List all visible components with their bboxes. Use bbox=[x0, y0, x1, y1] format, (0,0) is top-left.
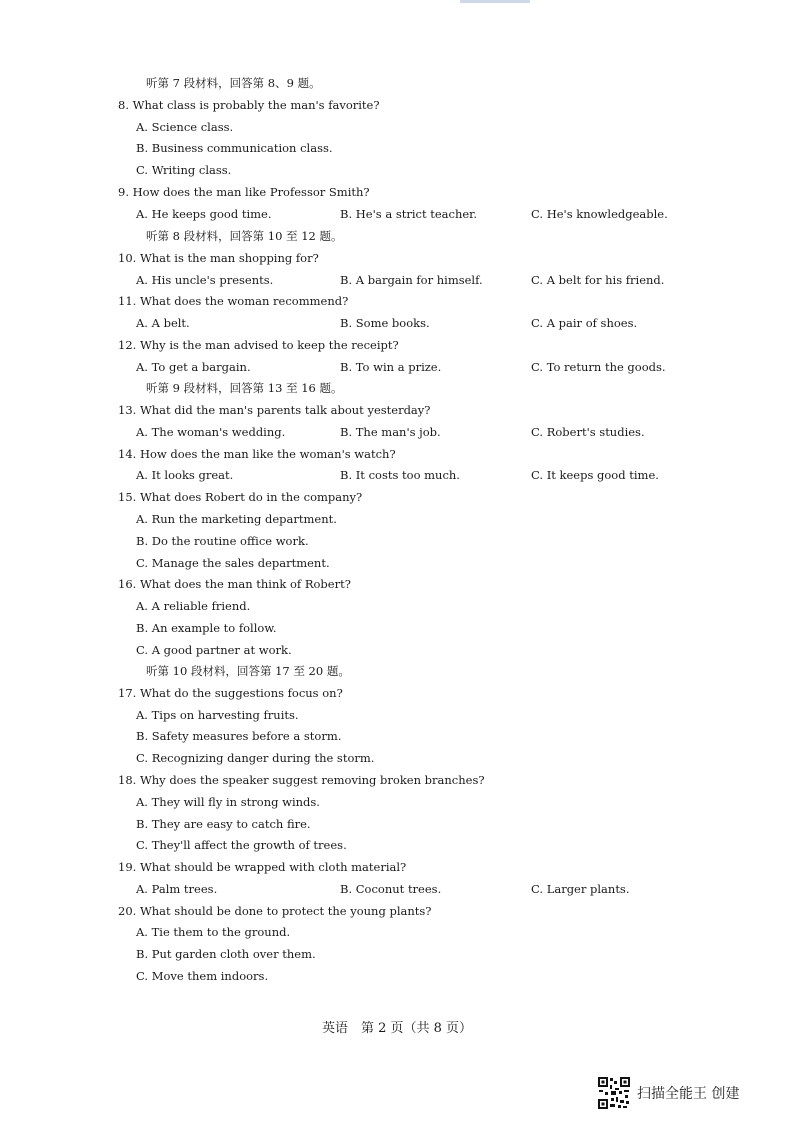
q18-option-c: C. They'll affect the growth of trees. bbox=[136, 838, 347, 852]
top-edge-mark bbox=[460, 0, 530, 3]
q20-option-c: C. Move them indoors. bbox=[136, 969, 269, 983]
q9-option-b: B. He's a strict teacher. bbox=[340, 207, 478, 221]
q8-option-c: C. Writing class. bbox=[136, 163, 232, 177]
question-11: 11. What does the woman recommend? bbox=[118, 294, 349, 308]
q18-option-b: B. They are easy to catch fire. bbox=[136, 817, 311, 831]
q8-option-b: B. Business communication class. bbox=[136, 141, 333, 155]
scanner-watermark-text: 扫描全能王 创建 bbox=[637, 1086, 740, 1102]
q19-option-c: C. Larger plants. bbox=[531, 882, 630, 896]
q16-option-b: B. An example to follow. bbox=[136, 621, 277, 635]
question-15: 15. What does Robert do in the company? bbox=[118, 490, 363, 504]
section-caption: 听第 10 段材料，回答第 17 至 20 题。 bbox=[146, 664, 350, 678]
q11-option-a: A. A belt. bbox=[136, 316, 190, 330]
q9-option-c: C. He's knowledgeable. bbox=[531, 207, 668, 221]
q10-option-b: B. A bargain for himself. bbox=[340, 273, 483, 287]
q13-option-b: B. The man's job. bbox=[340, 425, 441, 439]
q14-option-a: A. It looks great. bbox=[136, 468, 234, 482]
question-13: 13. What did the man's parents talk about yesterday? bbox=[118, 403, 431, 417]
question-18: 18. Why does the speaker suggest removing broken branches? bbox=[118, 773, 485, 787]
q16-option-c: C. A good partner at work. bbox=[136, 643, 292, 657]
q17-option-c: C. Recognizing danger during the storm. bbox=[136, 751, 375, 765]
scanner-watermark bbox=[597, 1076, 739, 1110]
section-caption: 听第 9 段材料，回答第 13 至 16 题。 bbox=[146, 381, 343, 395]
q12-option-a: A. To get a bargain. bbox=[136, 360, 251, 374]
q15-option-c: C. Manage the sales department. bbox=[136, 556, 330, 570]
q13-option-c: C. Robert's studies. bbox=[531, 425, 645, 439]
question-12: 12. Why is the man advised to keep the receipt? bbox=[118, 338, 399, 352]
question-9: 9. How does the man like Professor Smith? bbox=[118, 185, 370, 199]
q11-option-c: C. A pair of shoes. bbox=[531, 316, 638, 330]
q11-option-b: B. Some books. bbox=[340, 316, 430, 330]
q19-option-a: A. Palm trees. bbox=[136, 882, 218, 896]
question-19: 19. What should be wrapped with cloth material? bbox=[118, 860, 407, 874]
q15-option-a: A. Run the marketing department. bbox=[136, 512, 337, 526]
q17-option-b: B. Safety measures before a storm. bbox=[136, 729, 342, 743]
q19-option-b: B. Coconut trees. bbox=[340, 882, 442, 896]
q13-option-a: A. The woman's wedding. bbox=[136, 425, 286, 439]
q9-option-a: A. He keeps good time. bbox=[136, 207, 272, 221]
q12-option-c: C. To return the goods. bbox=[531, 360, 666, 374]
q18-option-a: A. They will fly in strong winds. bbox=[136, 795, 320, 809]
section-caption: 听第 7 段材料，回答第 8、9 题。 bbox=[146, 76, 321, 90]
question-20: 20. What should be done to protect the young plants? bbox=[118, 904, 432, 918]
question-14: 14. How does the man like the woman's watch? bbox=[118, 447, 396, 461]
q14-option-c: C. It keeps good time. bbox=[531, 468, 659, 482]
q15-option-b: B. Do the routine office work. bbox=[136, 534, 309, 548]
section-caption: 听第 8 段材料，回答第 10 至 12 题。 bbox=[146, 229, 343, 243]
q8-option-a: A. Science class. bbox=[136, 120, 234, 134]
question-17: 17. What do the suggestions focus on? bbox=[118, 686, 343, 700]
q20-option-a: A. Tie them to the ground. bbox=[136, 925, 291, 939]
q10-option-a: A. His uncle's presents. bbox=[136, 273, 274, 287]
question-10: 10. What is the man shopping for? bbox=[118, 251, 319, 265]
qr-code-icon bbox=[597, 1076, 631, 1110]
q20-option-b: B. Put garden cloth over them. bbox=[136, 947, 316, 961]
q17-option-a: A. Tips on harvesting fruits. bbox=[136, 708, 299, 722]
q16-option-a: A. A reliable friend. bbox=[136, 599, 251, 613]
q12-option-b: B. To win a prize. bbox=[340, 360, 442, 374]
question-16: 16. What does the man think of Robert? bbox=[118, 577, 351, 591]
question-8: 8. What class is probably the man's favorite? bbox=[118, 98, 380, 112]
q10-option-c: C. A belt for his friend. bbox=[531, 273, 665, 287]
q14-option-b: B. It costs too much. bbox=[340, 468, 460, 482]
page-footer: 英语 第 2 页（共 8 页） bbox=[321, 1021, 473, 1036]
